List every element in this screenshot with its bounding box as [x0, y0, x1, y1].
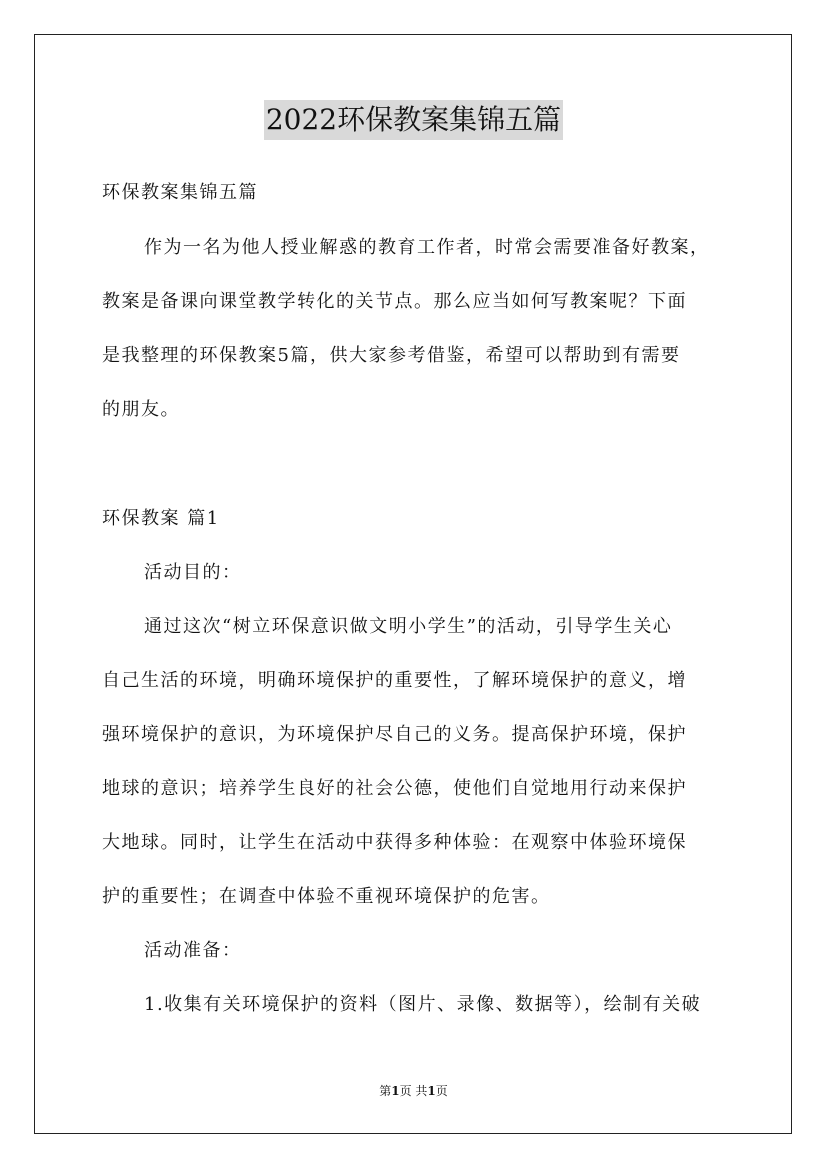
page-footer: [0, 1083, 827, 1099]
goal-line-3: 强环境保护的意识，为环境保护尽自己的义务。提高保护环境，保护: [102, 724, 687, 745]
goal-line-4: 地球的意识；培养学生良好的社会公德，使他们自觉地用行动来保护: [102, 778, 687, 799]
goal-line-5: 大地球。同时，让学生在活动中获得多种体验：在观察中体验环境保: [102, 832, 687, 853]
intro-line-4: 的朋友。: [102, 399, 180, 420]
intro-line-2: 教案是备课向课堂教学转化的关节点。那么应当如何写教案呢？下面: [102, 291, 687, 312]
title-container: [0, 100, 827, 140]
prep-label: 活动准备：: [144, 940, 242, 961]
intro-line-3: 是我整理的环保教案5篇，供大家参考借鉴，希望可以帮助到有需要: [102, 345, 681, 366]
footer-suffix: 页: [435, 1084, 448, 1098]
footer-mid: 页 共: [399, 1084, 428, 1098]
footer-page-current: 1: [391, 1084, 400, 1098]
footer-page-total: 1: [427, 1084, 436, 1098]
section-heading: 环保教案 篇1: [102, 508, 220, 529]
intro-line-1: 作为一名为他人授业解惑的教育工作者，时常会需要准备好教案，: [144, 237, 710, 258]
footer-prefix: 第: [379, 1084, 392, 1098]
document-title: 2022环保教案集锦五篇: [264, 100, 563, 140]
goal-line-6: 护的重要性；在调查中体验不重视环境保护的危害。: [102, 886, 551, 907]
goal-label: 活动目的：: [144, 562, 242, 583]
document-subtitle: 环保教案集锦五篇: [102, 182, 258, 203]
goal-line-2: 自己生活的环境，明确环境保护的重要性，了解环境保护的意义，增: [102, 670, 687, 691]
prep-line-1: 1.收集有关环境保护的资料（图片、录像、数据等），绘制有关破: [144, 994, 702, 1015]
goal-line-1: 通过这次“树立环保意识做文明小学生”的活动，引导学生关心: [144, 616, 673, 637]
